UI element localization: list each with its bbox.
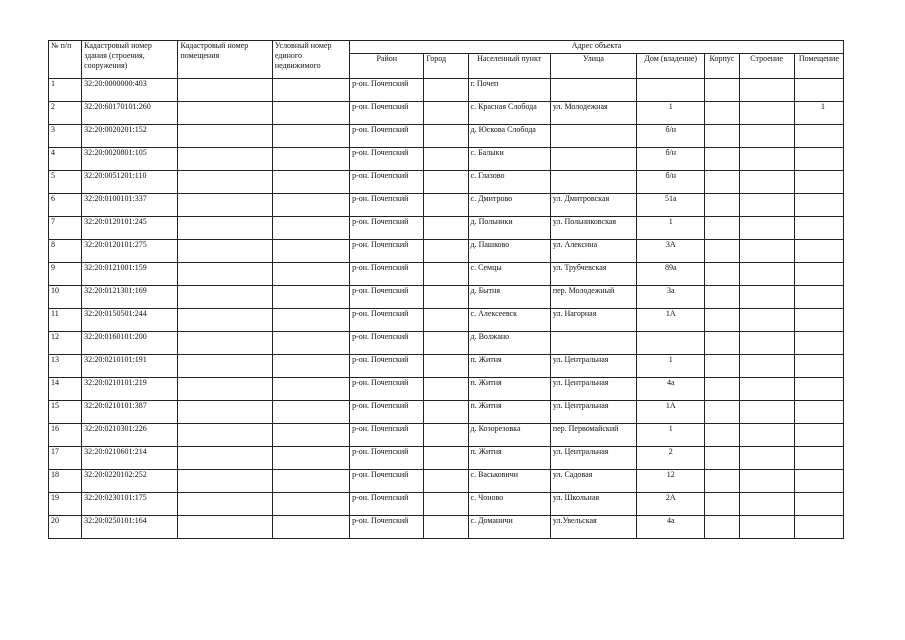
cell-room — [794, 355, 843, 378]
cell-house: б/н — [637, 171, 705, 194]
header-room-cadastral: Кадастровый номер помещения — [178, 41, 272, 79]
cell-korpus — [705, 401, 739, 424]
header-conditional-number: Условный номер единого недвижимого — [272, 41, 349, 79]
cell-street: ул.Увельская — [550, 516, 636, 539]
cell-room — [794, 79, 843, 102]
cell-house — [637, 332, 705, 355]
cell-conditional-number — [272, 217, 349, 240]
cell-settlement: д. Козорезовка — [468, 424, 550, 447]
cell-room-cadastral — [178, 309, 272, 332]
cell-korpus — [705, 470, 739, 493]
cell-room-cadastral — [178, 263, 272, 286]
cell-room — [794, 263, 843, 286]
cell-room — [794, 447, 843, 470]
cell-city — [424, 332, 468, 355]
cell-district: р-он. Почепский — [350, 470, 424, 493]
cell-street: пер. Первомайский — [550, 424, 636, 447]
cell-settlement: д. Пашково — [468, 240, 550, 263]
cell-city — [424, 217, 468, 240]
cell-district: р-он. Почепский — [350, 309, 424, 332]
cell-korpus — [705, 516, 739, 539]
cell-settlement: д. Польники — [468, 217, 550, 240]
cell-conditional-number — [272, 102, 349, 125]
cell-street — [550, 79, 636, 102]
cell-house: 1 — [637, 355, 705, 378]
cell-room-cadastral — [178, 125, 272, 148]
table-row — [49, 148, 844, 171]
cell-num: 5 — [49, 171, 82, 194]
cell-house: б/н — [637, 125, 705, 148]
cell-settlement: д. Волжано — [468, 332, 550, 355]
cell-building — [739, 332, 794, 355]
cell-conditional-number — [272, 424, 349, 447]
cell-room — [794, 424, 843, 447]
cell-num: 12 — [49, 332, 82, 355]
cell-num: 7 — [49, 217, 82, 240]
cell-num: 11 — [49, 309, 82, 332]
cell-conditional-number — [272, 516, 349, 539]
cell-street: ул. Алексина — [550, 240, 636, 263]
property-table — [48, 40, 844, 539]
cell-house: 1А — [637, 309, 705, 332]
cell-building-cadastral: 32:20:0120101:245 — [82, 217, 178, 240]
cell-city — [424, 194, 468, 217]
cell-room-cadastral — [178, 447, 272, 470]
cell-city — [424, 171, 468, 194]
cell-district: р-он. Почепский — [350, 447, 424, 470]
cell-korpus — [705, 217, 739, 240]
cell-district: р-он. Почепский — [350, 240, 424, 263]
cell-korpus — [705, 309, 739, 332]
cell-num: 1 — [49, 79, 82, 102]
cell-num: 16 — [49, 424, 82, 447]
cell-building — [739, 516, 794, 539]
cell-settlement: д. Юскова Слобода — [468, 125, 550, 148]
table-row — [49, 309, 844, 332]
cell-room-cadastral — [178, 171, 272, 194]
header-settlement: Населенный пункт — [468, 54, 550, 79]
table-row — [49, 240, 844, 263]
cell-korpus — [705, 424, 739, 447]
cell-conditional-number — [272, 194, 349, 217]
cell-house: 3а — [637, 286, 705, 309]
cell-street — [550, 148, 636, 171]
cell-street: ул. Молодежная — [550, 102, 636, 125]
cell-room — [794, 378, 843, 401]
cell-house: 3А — [637, 240, 705, 263]
cell-building-cadastral: 32:20:0020201:152 — [82, 125, 178, 148]
cell-room-cadastral — [178, 378, 272, 401]
cell-district: р-он. Почепский — [350, 355, 424, 378]
cell-room-cadastral — [178, 240, 272, 263]
table-row — [49, 355, 844, 378]
cell-room — [794, 125, 843, 148]
cell-street — [550, 125, 636, 148]
header-street: Улица — [550, 54, 636, 79]
cell-num: 4 — [49, 148, 82, 171]
cell-conditional-number — [272, 401, 349, 424]
cell-korpus — [705, 332, 739, 355]
cell-building-cadastral: 32:20:0121001:159 — [82, 263, 178, 286]
cell-conditional-number — [272, 263, 349, 286]
cell-settlement: г. Почеп — [468, 79, 550, 102]
cell-building-cadastral: 32:20:0210101:219 — [82, 378, 178, 401]
header-building: Строение — [739, 54, 794, 79]
cell-district: р-он. Почепский — [350, 493, 424, 516]
cell-room-cadastral — [178, 401, 272, 424]
table-row — [49, 217, 844, 240]
cell-district: р-он. Почепский — [350, 378, 424, 401]
cell-conditional-number — [272, 125, 349, 148]
cell-num: 9 — [49, 263, 82, 286]
cell-conditional-number — [272, 286, 349, 309]
cell-building — [739, 470, 794, 493]
header-district: Район — [350, 54, 424, 79]
cell-settlement: д. Бытня — [468, 286, 550, 309]
table-row — [49, 263, 844, 286]
table-row — [49, 286, 844, 309]
cell-room-cadastral — [178, 79, 272, 102]
cell-city — [424, 240, 468, 263]
cell-district: р-он. Почепский — [350, 217, 424, 240]
cell-settlement: п. Житня — [468, 378, 550, 401]
cell-conditional-number — [272, 240, 349, 263]
cell-district: р-он. Почепский — [350, 148, 424, 171]
cell-korpus — [705, 102, 739, 125]
cell-district: р-он. Почепский — [350, 79, 424, 102]
cell-district: р-он. Почепский — [350, 125, 424, 148]
cell-settlement: с. Семцы — [468, 263, 550, 286]
cell-room-cadastral — [178, 194, 272, 217]
cell-settlement: с. Чоново — [468, 493, 550, 516]
cell-building — [739, 378, 794, 401]
cell-room — [794, 171, 843, 194]
cell-settlement: п. Житня — [468, 447, 550, 470]
cell-korpus — [705, 171, 739, 194]
table-row — [49, 171, 844, 194]
table-header — [49, 41, 844, 79]
cell-street: ул. Центральная — [550, 447, 636, 470]
cell-house: 1 — [637, 424, 705, 447]
table-row — [49, 79, 844, 102]
cell-district: р-он. Почепский — [350, 102, 424, 125]
cell-district: р-он. Почепский — [350, 516, 424, 539]
cell-num: 18 — [49, 470, 82, 493]
cell-building-cadastral: 32:20:0000000:403 — [82, 79, 178, 102]
cell-building-cadastral: 32:20:0250101:164 — [82, 516, 178, 539]
cell-house: 51а — [637, 194, 705, 217]
cell-conditional-number — [272, 171, 349, 194]
cell-room — [794, 493, 843, 516]
cell-conditional-number — [272, 79, 349, 102]
cell-room-cadastral — [178, 102, 272, 125]
cell-korpus — [705, 240, 739, 263]
cell-district: р-он. Почепский — [350, 286, 424, 309]
cell-korpus — [705, 286, 739, 309]
cell-building — [739, 447, 794, 470]
cell-street: ул. Центральная — [550, 378, 636, 401]
cell-city — [424, 493, 468, 516]
cell-street: ул. Нагорная — [550, 309, 636, 332]
cell-num: 17 — [49, 447, 82, 470]
cell-street: пер. Молодежный — [550, 286, 636, 309]
cell-building — [739, 125, 794, 148]
cell-korpus — [705, 263, 739, 286]
cell-building-cadastral: 32:20:0210101:191 — [82, 355, 178, 378]
cell-conditional-number — [272, 148, 349, 171]
cell-street: ул. Дмитровская — [550, 194, 636, 217]
cell-house: 1 — [637, 217, 705, 240]
cell-room-cadastral — [178, 332, 272, 355]
cell-num: 6 — [49, 194, 82, 217]
cell-building — [739, 240, 794, 263]
cell-street — [550, 332, 636, 355]
cell-room — [794, 309, 843, 332]
cell-city — [424, 102, 468, 125]
cell-room — [794, 217, 843, 240]
cell-conditional-number — [272, 378, 349, 401]
cell-house: 4а — [637, 378, 705, 401]
cell-city — [424, 309, 468, 332]
header-num: № п/п — [49, 41, 82, 79]
cell-building — [739, 148, 794, 171]
cell-district: р-он. Почепский — [350, 263, 424, 286]
cell-building-cadastral: 32:20:0150501:244 — [82, 309, 178, 332]
cell-district: р-он. Почепский — [350, 332, 424, 355]
cell-city — [424, 424, 468, 447]
cell-building-cadastral: 32:20:0120101:275 — [82, 240, 178, 263]
cell-korpus — [705, 378, 739, 401]
cell-conditional-number — [272, 355, 349, 378]
cell-settlement: с. Красная Слобода — [468, 102, 550, 125]
cell-settlement: п. Житня — [468, 401, 550, 424]
table-row — [49, 378, 844, 401]
cell-building-cadastral: 32:20:0100101:337 — [82, 194, 178, 217]
cell-building — [739, 355, 794, 378]
cell-settlement: с. Дмитрово — [468, 194, 550, 217]
cell-num: 19 — [49, 493, 82, 516]
cell-building-cadastral: 32:20:60170101:260 — [82, 102, 178, 125]
cell-building — [739, 493, 794, 516]
cell-korpus — [705, 493, 739, 516]
cell-street: ул. Трубчевская — [550, 263, 636, 286]
header-room: Помещение — [794, 54, 843, 79]
table-body — [49, 79, 844, 539]
table-row — [49, 194, 844, 217]
cell-num: 13 — [49, 355, 82, 378]
header-house: Дом (владение) — [637, 54, 705, 79]
table-row — [49, 493, 844, 516]
table-row — [49, 125, 844, 148]
cell-room — [794, 194, 843, 217]
cell-city — [424, 79, 468, 102]
cell-building — [739, 194, 794, 217]
cell-building-cadastral: 32:20:0210601:214 — [82, 447, 178, 470]
cell-conditional-number — [272, 447, 349, 470]
cell-conditional-number — [272, 309, 349, 332]
cell-num: 3 — [49, 125, 82, 148]
cell-city — [424, 378, 468, 401]
cell-house: 4а — [637, 516, 705, 539]
cell-house: 89а — [637, 263, 705, 286]
cell-korpus — [705, 194, 739, 217]
cell-house: 2А — [637, 493, 705, 516]
cell-room-cadastral — [178, 516, 272, 539]
cell-house: б/н — [637, 148, 705, 171]
cell-conditional-number — [272, 470, 349, 493]
cell-building — [739, 102, 794, 125]
cell-building-cadastral: 32:20:0160101:200 — [82, 332, 178, 355]
cell-settlement: п. Житня — [468, 355, 550, 378]
cell-num: 15 — [49, 401, 82, 424]
cell-building — [739, 401, 794, 424]
cell-room-cadastral — [178, 286, 272, 309]
cell-house: 1 — [637, 102, 705, 125]
cell-room-cadastral — [178, 493, 272, 516]
cell-street: ул. Садовая — [550, 470, 636, 493]
header-building-cadastral: Кадастровый номер здания (строения, сооружения) — [82, 41, 178, 79]
cell-room — [794, 286, 843, 309]
cell-city — [424, 447, 468, 470]
header-city: Город — [424, 54, 468, 79]
cell-city — [424, 355, 468, 378]
cell-num: 8 — [49, 240, 82, 263]
cell-room-cadastral — [178, 148, 272, 171]
cell-room — [794, 332, 843, 355]
header-address-group: Адрес объекта — [350, 41, 844, 54]
table-row — [49, 447, 844, 470]
cell-building-cadastral: 32:20:0210301:226 — [82, 424, 178, 447]
cell-building-cadastral: 32:20:0020801:105 — [82, 148, 178, 171]
cell-room — [794, 470, 843, 493]
table-row — [49, 401, 844, 424]
cell-room-cadastral — [178, 424, 272, 447]
header-korpus: Корпус — [705, 54, 739, 79]
table-row — [49, 332, 844, 355]
table-row — [49, 470, 844, 493]
cell-city — [424, 401, 468, 424]
cell-building — [739, 171, 794, 194]
cell-num: 14 — [49, 378, 82, 401]
table-row — [49, 424, 844, 447]
cell-district: р-он. Почепский — [350, 171, 424, 194]
cell-house: 2 — [637, 447, 705, 470]
cell-room — [794, 401, 843, 424]
cell-building — [739, 79, 794, 102]
cell-street: ул. Центральная — [550, 401, 636, 424]
cell-building — [739, 286, 794, 309]
cell-building — [739, 424, 794, 447]
cell-conditional-number — [272, 493, 349, 516]
cell-settlement: с. Васьковичи — [468, 470, 550, 493]
cell-settlement: с. Балыки — [468, 148, 550, 171]
cell-korpus — [705, 148, 739, 171]
cell-korpus — [705, 447, 739, 470]
cell-settlement: с. Доманичи — [468, 516, 550, 539]
cell-building-cadastral: 32:20:0210101:387 — [82, 401, 178, 424]
cell-city — [424, 286, 468, 309]
cell-city — [424, 148, 468, 171]
cell-num: 2 — [49, 102, 82, 125]
cell-room-cadastral — [178, 355, 272, 378]
cell-building — [739, 263, 794, 286]
cell-building-cadastral: 32:20:0121301:169 — [82, 286, 178, 309]
cell-room — [794, 240, 843, 263]
cell-street: ул. Центральная — [550, 355, 636, 378]
cell-district: р-он. Почепский — [350, 424, 424, 447]
cell-korpus — [705, 79, 739, 102]
cell-korpus — [705, 125, 739, 148]
table-row — [49, 102, 844, 125]
cell-korpus — [705, 355, 739, 378]
cell-building-cadastral: 32:20:0230101:175 — [82, 493, 178, 516]
cell-street: ул. Школьная — [550, 493, 636, 516]
cell-settlement: с. Глазово — [468, 171, 550, 194]
cell-conditional-number — [272, 332, 349, 355]
table-row — [49, 516, 844, 539]
cell-room: 1 — [794, 102, 843, 125]
cell-settlement: с. Алексеевск — [468, 309, 550, 332]
cell-room — [794, 148, 843, 171]
cell-num: 10 — [49, 286, 82, 309]
cell-city — [424, 470, 468, 493]
cell-building-cadastral: 32:20:0220102:252 — [82, 470, 178, 493]
cell-room — [794, 516, 843, 539]
cell-num: 20 — [49, 516, 82, 539]
cell-house: 1А — [637, 401, 705, 424]
cell-city — [424, 125, 468, 148]
cell-district: р-он. Почепский — [350, 401, 424, 424]
cell-building — [739, 217, 794, 240]
cell-room-cadastral — [178, 217, 272, 240]
cell-building — [739, 309, 794, 332]
cell-street — [550, 171, 636, 194]
cell-room-cadastral — [178, 470, 272, 493]
cell-district: р-он. Почепский — [350, 194, 424, 217]
cell-building-cadastral: 32:20:0051201:110 — [82, 171, 178, 194]
cell-house — [637, 79, 705, 102]
cell-house: 12 — [637, 470, 705, 493]
cell-street: ул. Польниковская — [550, 217, 636, 240]
cell-city — [424, 263, 468, 286]
cell-city — [424, 516, 468, 539]
